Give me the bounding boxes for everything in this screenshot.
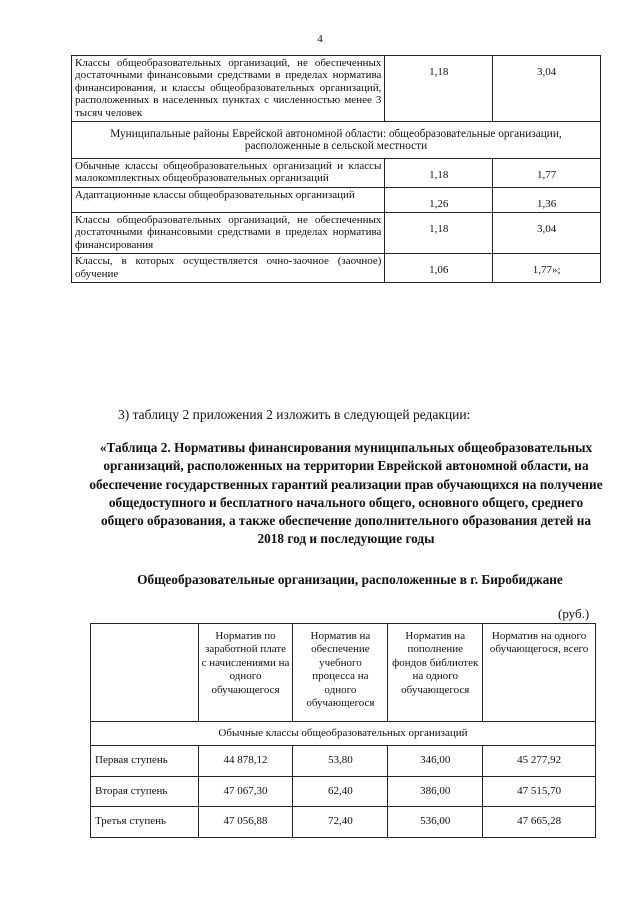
table-row: [91, 776, 596, 806]
table-row: [72, 254, 601, 283]
cell-value: 47 056,88: [198, 807, 293, 837]
row-value-1: 1,18: [385, 213, 493, 254]
section-row: [72, 122, 601, 159]
cell-value: 47 515,70: [483, 776, 596, 806]
financing-table: [90, 623, 596, 838]
cell-value: 53,80: [293, 746, 388, 776]
table-row: [72, 213, 601, 254]
row-label: Классы общеобразовательных организаций, не обеспеченных достаточными финансовыми средствами в пределах норматива финансирования, и классы общеобразовательных организаций, расположенных в населенных пунктах с численностью менее 3 тысяч человек: [72, 56, 385, 122]
column-header: Норматив на пополнение фондов библиотек на одного обучающегося: [388, 624, 483, 722]
header-row: [91, 624, 596, 722]
cell-value: 62,40: [293, 776, 388, 806]
table-row: [91, 746, 596, 776]
column-header: Норматив на одного обучающегося, всего: [483, 624, 596, 722]
row-value-1: 1,18: [385, 158, 493, 187]
row-label: Адаптационные классы общеобразовательных организаций: [72, 187, 385, 212]
row-label: Вторая ступень: [91, 776, 199, 806]
table-row: [72, 56, 601, 122]
coefficients-table: [71, 55, 601, 283]
row-value-2: 1,77: [493, 158, 601, 187]
row-value-2: 3,04: [493, 213, 601, 254]
column-header: Норматив по заработной плате с начислениями на одного обучающегося: [198, 624, 293, 722]
cell-value: 386,00: [388, 776, 483, 806]
cell-value: 72,40: [293, 807, 388, 837]
cell-value: 536,00: [388, 807, 483, 837]
cell-value: 346,00: [388, 746, 483, 776]
row-value-1: 1,18: [385, 56, 493, 122]
column-header: Норматив на обеспечение учебного процесса на одного обучающегося: [293, 624, 388, 722]
column-header: [91, 624, 199, 722]
cell-value: 47 067,30: [198, 776, 293, 806]
table-row: [72, 187, 601, 212]
row-value-1: 1,26: [385, 187, 493, 212]
row-value-2: 3,04: [493, 56, 601, 122]
row-label: Первая ступень: [91, 746, 199, 776]
row-value-2: 1,77»;: [493, 254, 601, 283]
row-label: Обычные классы общеобразовательных организаций и классы малокомплектных общеобразовательных организаций: [72, 158, 385, 187]
row-label: Классы общеобразовательных организаций, не обеспеченных достаточными финансовыми средствами в пределах норматива финансирования: [72, 213, 385, 254]
table-subtitle: Общеобразовательные организации, расположенные в г. Биробиджане: [137, 572, 563, 587]
row-label: Классы, в которых осуществляется очно-заочное (заочное) обучение: [72, 254, 385, 283]
page-number: 4: [317, 33, 323, 45]
cell-value: 47 665,28: [483, 807, 596, 837]
row-label: Третья ступень: [91, 807, 199, 837]
section-heading: Обычные классы общеобразовательных организаций: [91, 722, 596, 746]
row-value-1: 1,06: [385, 254, 493, 283]
cell-value: 45 277,92: [483, 746, 596, 776]
row-value-2: 1,36: [493, 187, 601, 212]
table-row: [72, 158, 601, 187]
section-row: [91, 722, 596, 746]
cell-value: 44 878,12: [198, 746, 293, 776]
amendment-intro: 3) таблицу 2 приложения 2 изложить в следующей редакции:: [118, 407, 471, 422]
table-title: «Таблица 2. Нормативы финансирования муниципальных общеобразовательных организаций, расположенных на территории Еврейской автономной области, на обеспечение государственных гарантий реализации прав обучающихся на получение общедоступного и бесплатного начального общего, основного общего, среднего общего образования, а также обеспечение дополнительного образования детей на 2018 год и последующие годы: [89, 440, 603, 547]
section-heading: Муниципальные районы Еврейской автономной области: общеобразовательные организации, расположенные в сельской местности: [72, 122, 601, 159]
table-row: [91, 807, 596, 837]
unit-label: (руб.): [558, 606, 590, 621]
